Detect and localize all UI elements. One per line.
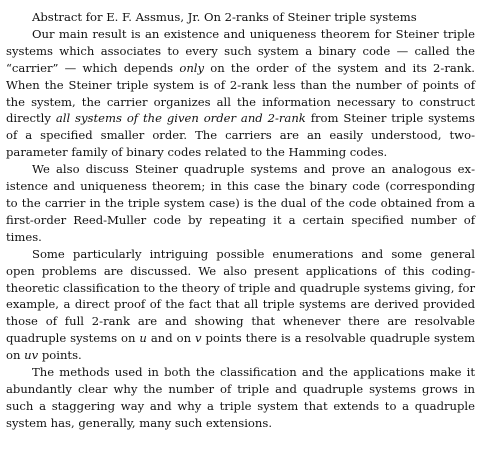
p3-text-e: points there is a resolvable quadruple system on [6, 331, 475, 363]
p1-text-a: Our main result is an existence and uniqueness theorem for Steiner triple systems which associates to every such system a binary code — called the “carrier” — which depends [6, 26, 475, 75]
paragraph-main-result [6, 26, 475, 161]
p3-text-g: points. [38, 348, 82, 363]
p1-text-c: on the order of the system and its 2-rank. When the Steiner triple system is of 2-rank less than the number of points of the system, the carrier organizes all the information necessary to construct directly [6, 60, 475, 126]
paragraph-enumerations [6, 246, 475, 364]
abstract-title: Abstract for E. F. Assmus, Jr. On 2-ranks of Steiner triple systems [32, 10, 417, 24]
p3-text-a: Some particularly intriguing possible enumerations and some general open problems are discussed. We also present applications of this coding-theoretic classification to the theory of triple and quadruple systems giving, for example, a direct proof of the fact that all triple systems are derived provided those of full 2-rank are and showing that whenever there are resolvable quadruple systems on [6, 246, 475, 346]
p3-math-uv: uv [24, 348, 39, 363]
p3-math-u: u [139, 331, 147, 346]
paragraph-methods: The methods used in both the classification and the applications make it abundantly clear why the number of triple and quadruple systems grows in such a staggering way and why a triple system that extends to a quadruple system has, generally, many such extensions. [6, 365, 475, 430]
paragraph-quadruple-systems: We also discuss Steiner quadruple systems and prove an analogous existence and uniqueness theorem; in this case the binary code (corresponding to the carrier in the triple system case) is the dual of the code obtained from a first-order Reed-Muller code by repeating it a certain specified number of times. [6, 162, 475, 244]
p1-text-e: from Steiner triple systems of a specified smaller order. The carriers are an easily understood, two-parameter family of binary codes related to the Hamming codes. [6, 111, 475, 160]
p1-emphasis-only: only [179, 60, 205, 75]
p1-emphasis-all-systems: all systems of the given order and 2-rank [55, 111, 306, 126]
p3-math-v: v [194, 331, 202, 346]
p3-text-c: and on [146, 331, 195, 346]
